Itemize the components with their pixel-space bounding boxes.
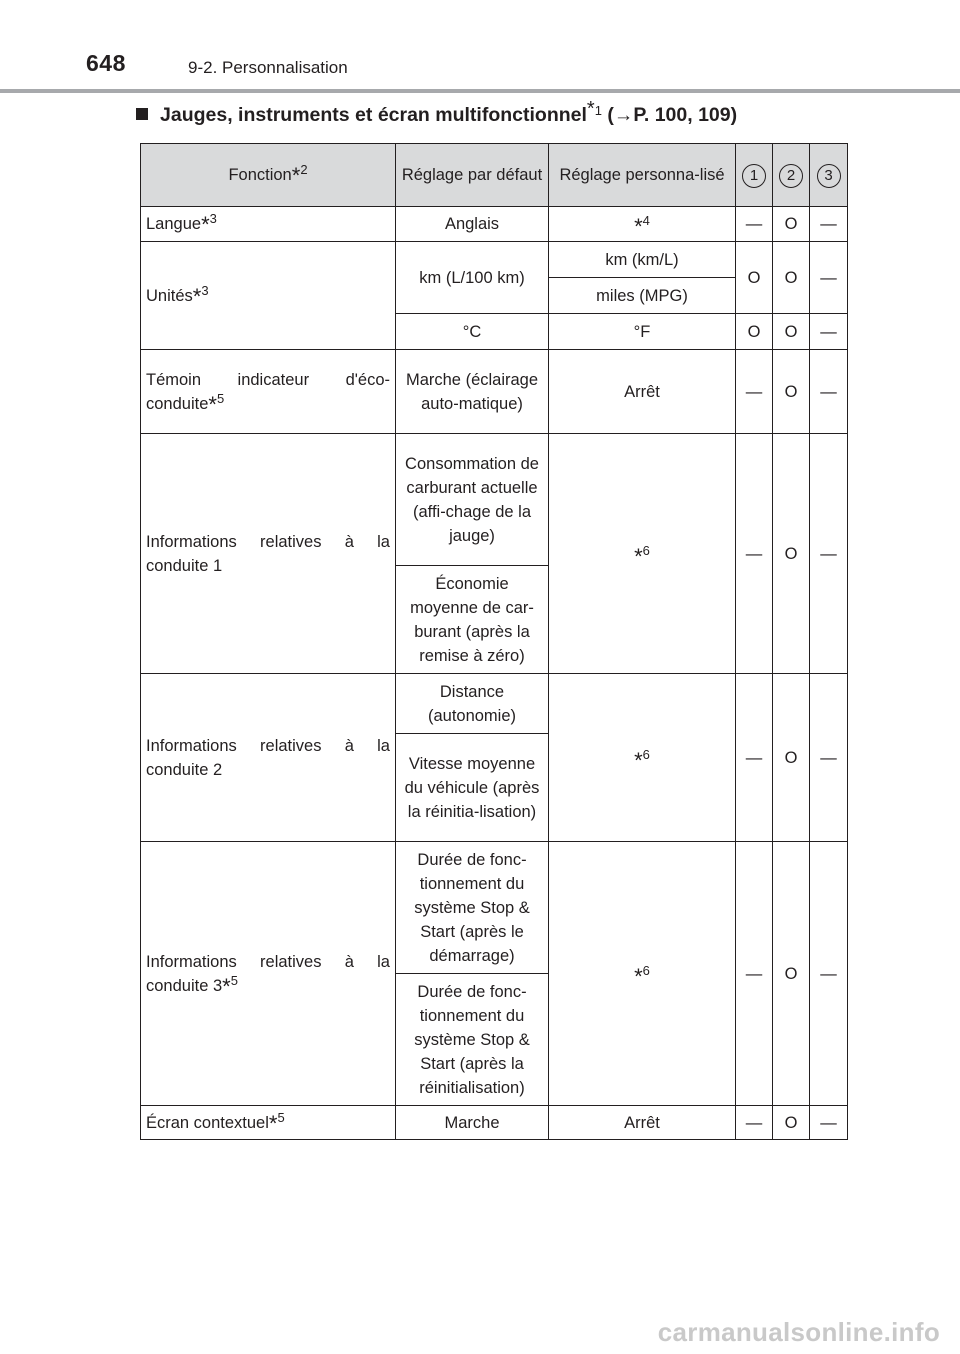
- mark-3: —: [810, 242, 848, 314]
- table-row: [141, 207, 848, 242]
- row-label: Langue*$^3$: [141, 207, 396, 242]
- default-value: Anglais: [396, 207, 549, 242]
- mark-3: —: [810, 842, 848, 1106]
- arrow-right-icon: →: [613, 104, 634, 126]
- mark-1: —: [736, 1106, 773, 1140]
- page-number: 648: [86, 50, 126, 76]
- header-default: Réglage par défaut: [396, 144, 549, 207]
- table-header-row: [141, 144, 848, 207]
- section-title: Jauges, instruments et écran multifonctionnel$^{*1}$ (→P. 100, 109): [136, 104, 737, 127]
- mark-2: O: [773, 842, 810, 1106]
- row-label: Informations relatives à la conduite 3*$^5$: [141, 842, 396, 1106]
- default-value: Durée de fonc-tionnement du système Stop & Start (après le démarrage): [396, 842, 549, 974]
- mark-3: —: [810, 1106, 848, 1140]
- custom-value: *$^6$: [549, 842, 736, 1106]
- page-reference: P. 100, 109): [633, 104, 738, 126]
- default-value: Marche (éclairage auto-matique): [396, 350, 549, 434]
- default-value: Durée de fonc-tionnement du système Stop & Start (après la réinitialisation): [396, 974, 549, 1106]
- row-label: Informations relatives à la conduite 2: [141, 674, 396, 842]
- header-col-1: [736, 144, 773, 207]
- mark-2: O: [773, 434, 810, 674]
- circled-one-icon: 1: [742, 164, 766, 188]
- page-header: [0, 0, 960, 92]
- mark-3: —: [810, 434, 848, 674]
- custom-value: *$^4$: [549, 207, 736, 242]
- custom-value: °F: [549, 314, 736, 350]
- table-row: [141, 842, 848, 974]
- row-label: Écran contextuel*$^5$: [141, 1106, 396, 1140]
- mark-1: —: [736, 207, 773, 242]
- table-row: [141, 350, 848, 434]
- mark-3: —: [810, 207, 848, 242]
- circled-three-icon: 3: [817, 164, 841, 188]
- mark-1: —: [736, 674, 773, 842]
- mark-3: —: [810, 350, 848, 434]
- mark-2: O: [773, 350, 810, 434]
- custom-value: km (km/L): [549, 242, 736, 278]
- mark-1: —: [736, 434, 773, 674]
- default-value: Économie moyenne de car-burant (après la remise à zéro): [396, 566, 549, 674]
- chapter-title: 9-2. Personnalisation: [188, 58, 348, 77]
- row-label: Unités*$^3$: [141, 242, 396, 350]
- header-rule: [0, 89, 960, 93]
- mark-1: O: [736, 242, 773, 314]
- mark-3: —: [810, 674, 848, 842]
- mark-2: O: [773, 314, 810, 350]
- mark-2: O: [773, 242, 810, 314]
- table-row: [141, 434, 848, 566]
- header-custom: Réglage personna-lisé: [549, 144, 736, 207]
- custom-value: Arrêt: [549, 350, 736, 434]
- header-function: Fonction*$^2$: [141, 144, 396, 207]
- table-row: [141, 674, 848, 734]
- default-value: °C: [396, 314, 549, 350]
- table-row: [141, 1106, 848, 1140]
- mark-1: —: [736, 842, 773, 1106]
- mark-2: O: [773, 1106, 810, 1140]
- mark-1: —: [736, 350, 773, 434]
- footnote-ref: *1: [586, 98, 602, 120]
- mark-2: O: [773, 674, 810, 842]
- row-label: Informations relatives à la conduite 1: [141, 434, 396, 674]
- row-label: Témoin indicateur d'éco-conduite*$^5$: [141, 350, 396, 434]
- custom-value: *$^6$: [549, 434, 736, 674]
- custom-value: *$^6$: [549, 674, 736, 842]
- default-value: Consommation de carburant actuelle (affi-chage de la jauge): [396, 434, 549, 566]
- custom-value: Arrêt: [549, 1106, 736, 1140]
- header-col-3: [810, 144, 848, 207]
- default-value: Marche: [396, 1106, 549, 1140]
- default-value: km (L/100 km): [396, 242, 549, 314]
- table-row: [141, 242, 848, 278]
- mark-1: O: [736, 314, 773, 350]
- header-col-2: [773, 144, 810, 207]
- watermark: carmanualsonline.info: [657, 1317, 940, 1347]
- square-bullet-icon: [136, 108, 148, 120]
- default-value: Vitesse moyenne du véhicule (après la réinitia-lisation): [396, 734, 549, 842]
- custom-value: miles (MPG): [549, 278, 736, 314]
- mark-3: —: [810, 314, 848, 350]
- mark-2: O: [773, 207, 810, 242]
- circled-two-icon: 2: [779, 164, 803, 188]
- settings-table: [140, 143, 848, 1140]
- default-value: Distance (autonomie): [396, 674, 549, 734]
